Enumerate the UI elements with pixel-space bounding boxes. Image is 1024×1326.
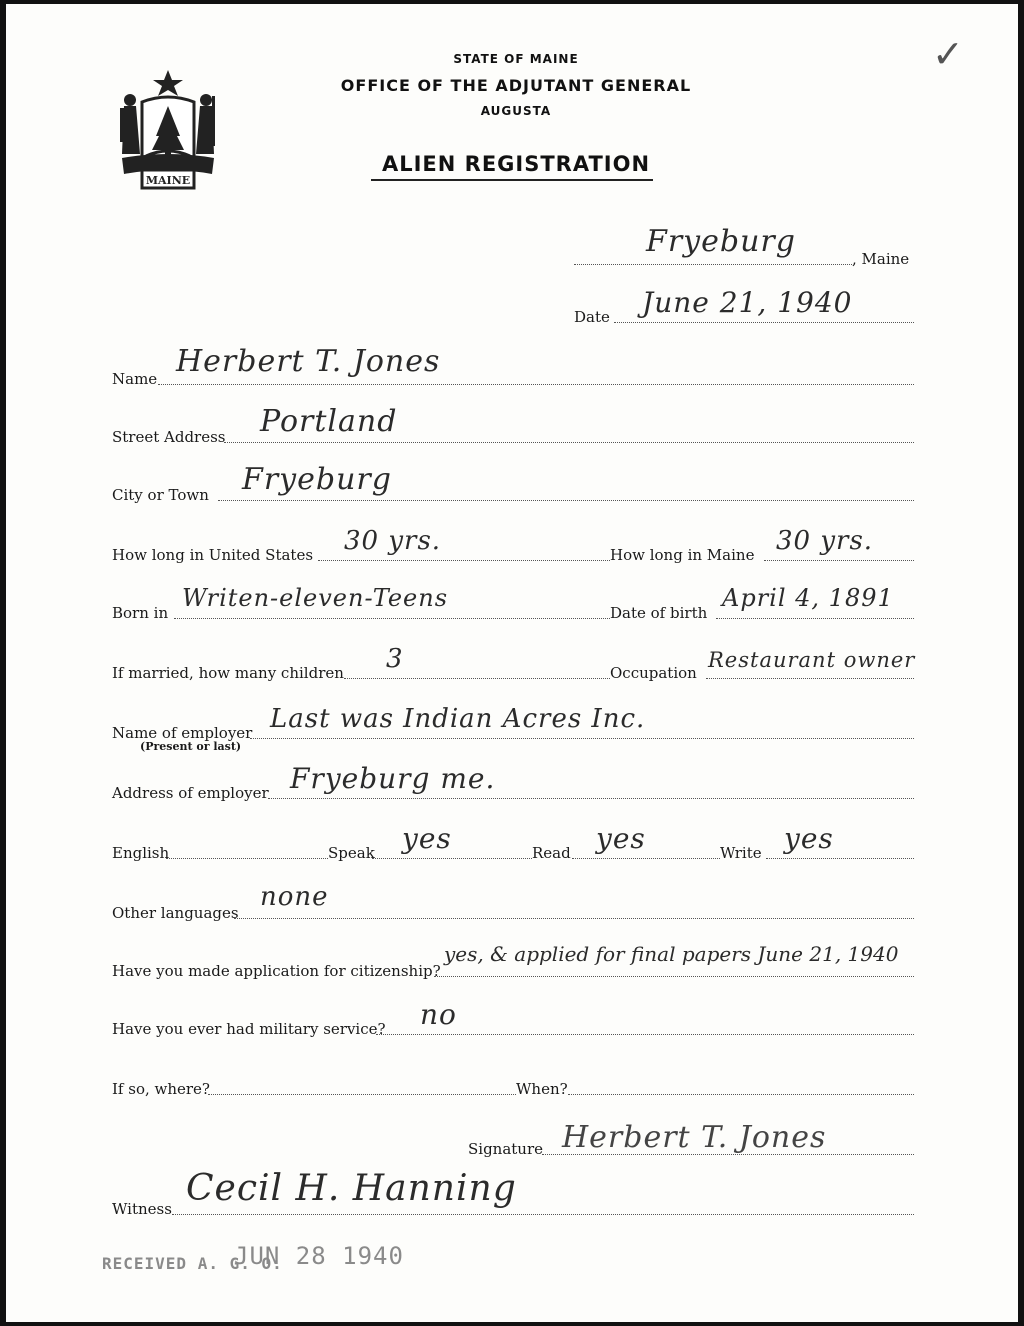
speak-line bbox=[372, 858, 532, 859]
read-line bbox=[572, 858, 720, 859]
how-long-us-entry: 30 yrs. bbox=[344, 526, 442, 556]
how-long-me-line bbox=[764, 560, 914, 561]
date-label: Date bbox=[574, 308, 610, 326]
when-line bbox=[568, 1094, 914, 1095]
english-label: English bbox=[112, 844, 170, 862]
name-entry: Herbert T. Jones bbox=[176, 344, 441, 379]
employer-label: Name of employer bbox=[112, 724, 253, 742]
employer-address-label: Address of employer bbox=[112, 784, 269, 802]
citizenship-label: Have you made application for citizenship? bbox=[112, 962, 441, 980]
employer-address-entry: Fryeburg me. bbox=[290, 762, 496, 795]
dob-label: Date of birth bbox=[610, 604, 708, 622]
born-label: Born in bbox=[112, 604, 169, 622]
date-entry: June 21, 1940 bbox=[642, 286, 853, 319]
where-label: If so, where? bbox=[112, 1080, 210, 1098]
check-mark-icon: ✓ bbox=[932, 32, 964, 76]
employer-sublabel: (Present or last) bbox=[140, 740, 242, 753]
when-label: When? bbox=[516, 1080, 568, 1098]
signature-entry: Herbert T. Jones bbox=[562, 1120, 827, 1155]
write-label: Write bbox=[720, 844, 762, 862]
english-line bbox=[166, 858, 328, 859]
witness-label: Witness bbox=[112, 1200, 172, 1218]
employer-line bbox=[250, 738, 914, 739]
date-line bbox=[614, 322, 914, 323]
born-line bbox=[174, 618, 610, 619]
office-heading: OFFICE OF THE ADJUTANT GENERAL bbox=[340, 76, 692, 95]
registration-form bbox=[6, 4, 1018, 1322]
born-entry: Writen-eleven-Teens bbox=[182, 584, 449, 612]
dob-line bbox=[716, 618, 914, 619]
married-line bbox=[344, 678, 610, 679]
city-line bbox=[218, 500, 914, 501]
other-languages-line bbox=[234, 918, 914, 919]
form-title: ALIEN REGISTRATION bbox=[381, 152, 651, 176]
street-entry: Portland bbox=[260, 404, 398, 439]
citizenship-line bbox=[434, 976, 914, 977]
received-stamp-date: JUN 28 1940 bbox=[234, 1242, 404, 1270]
other-languages-label: Other languages bbox=[112, 904, 239, 922]
citizenship-entry: yes, & applied for final papers June 21, 1940 bbox=[444, 942, 899, 966]
speak-entry: yes bbox=[402, 822, 452, 855]
military-line bbox=[376, 1034, 914, 1035]
state-heading: STATE OF MAINE bbox=[453, 52, 579, 66]
witness-entry: Cecil H. Hanning bbox=[186, 1168, 517, 1209]
employer-entry: Last was Indian Acres Inc. bbox=[270, 704, 646, 734]
how-long-us-label: How long in United States bbox=[112, 546, 314, 564]
street-line bbox=[224, 442, 914, 443]
military-entry: no bbox=[420, 998, 457, 1031]
maine-seal-icon bbox=[112, 66, 224, 192]
witness-line bbox=[172, 1214, 914, 1215]
maine-label: , Maine bbox=[852, 250, 910, 268]
other-languages-entry: none bbox=[260, 882, 329, 912]
read-entry: yes bbox=[596, 822, 646, 855]
title-underline bbox=[371, 179, 653, 181]
city-heading: AUGUSTA bbox=[480, 104, 552, 118]
how-long-us-line bbox=[318, 560, 610, 561]
speak-label: Speak bbox=[328, 844, 375, 862]
name-line bbox=[158, 384, 914, 385]
town-entry: Fryeburg bbox=[646, 224, 796, 259]
how-long-me-entry: 30 yrs. bbox=[776, 526, 874, 556]
employer-address-line bbox=[268, 798, 914, 799]
name-label: Name bbox=[112, 370, 158, 388]
read-label: Read bbox=[532, 844, 571, 862]
signature-label: Signature bbox=[468, 1140, 544, 1158]
city-label: City or Town bbox=[112, 486, 209, 504]
married-label: If married, how many children bbox=[112, 664, 344, 682]
occupation-line bbox=[706, 678, 914, 679]
town-line bbox=[574, 264, 852, 265]
dob-entry: April 4, 1891 bbox=[722, 584, 894, 612]
seal-text: MAINE bbox=[145, 174, 191, 187]
city-entry: Fryeburg bbox=[242, 462, 392, 497]
occupation-label: Occupation bbox=[610, 664, 697, 682]
children-entry: 3 bbox=[386, 644, 404, 674]
occupation-entry: Restaurant owner bbox=[708, 648, 916, 672]
where-line bbox=[208, 1094, 516, 1095]
how-long-me-label: How long in Maine bbox=[610, 546, 755, 564]
military-label: Have you ever had military service? bbox=[112, 1020, 386, 1038]
write-line bbox=[766, 858, 914, 859]
street-label: Street Address bbox=[112, 428, 226, 446]
write-entry: yes bbox=[784, 822, 834, 855]
received-stamp-label: RECEIVED A. G. O. bbox=[102, 1254, 283, 1273]
